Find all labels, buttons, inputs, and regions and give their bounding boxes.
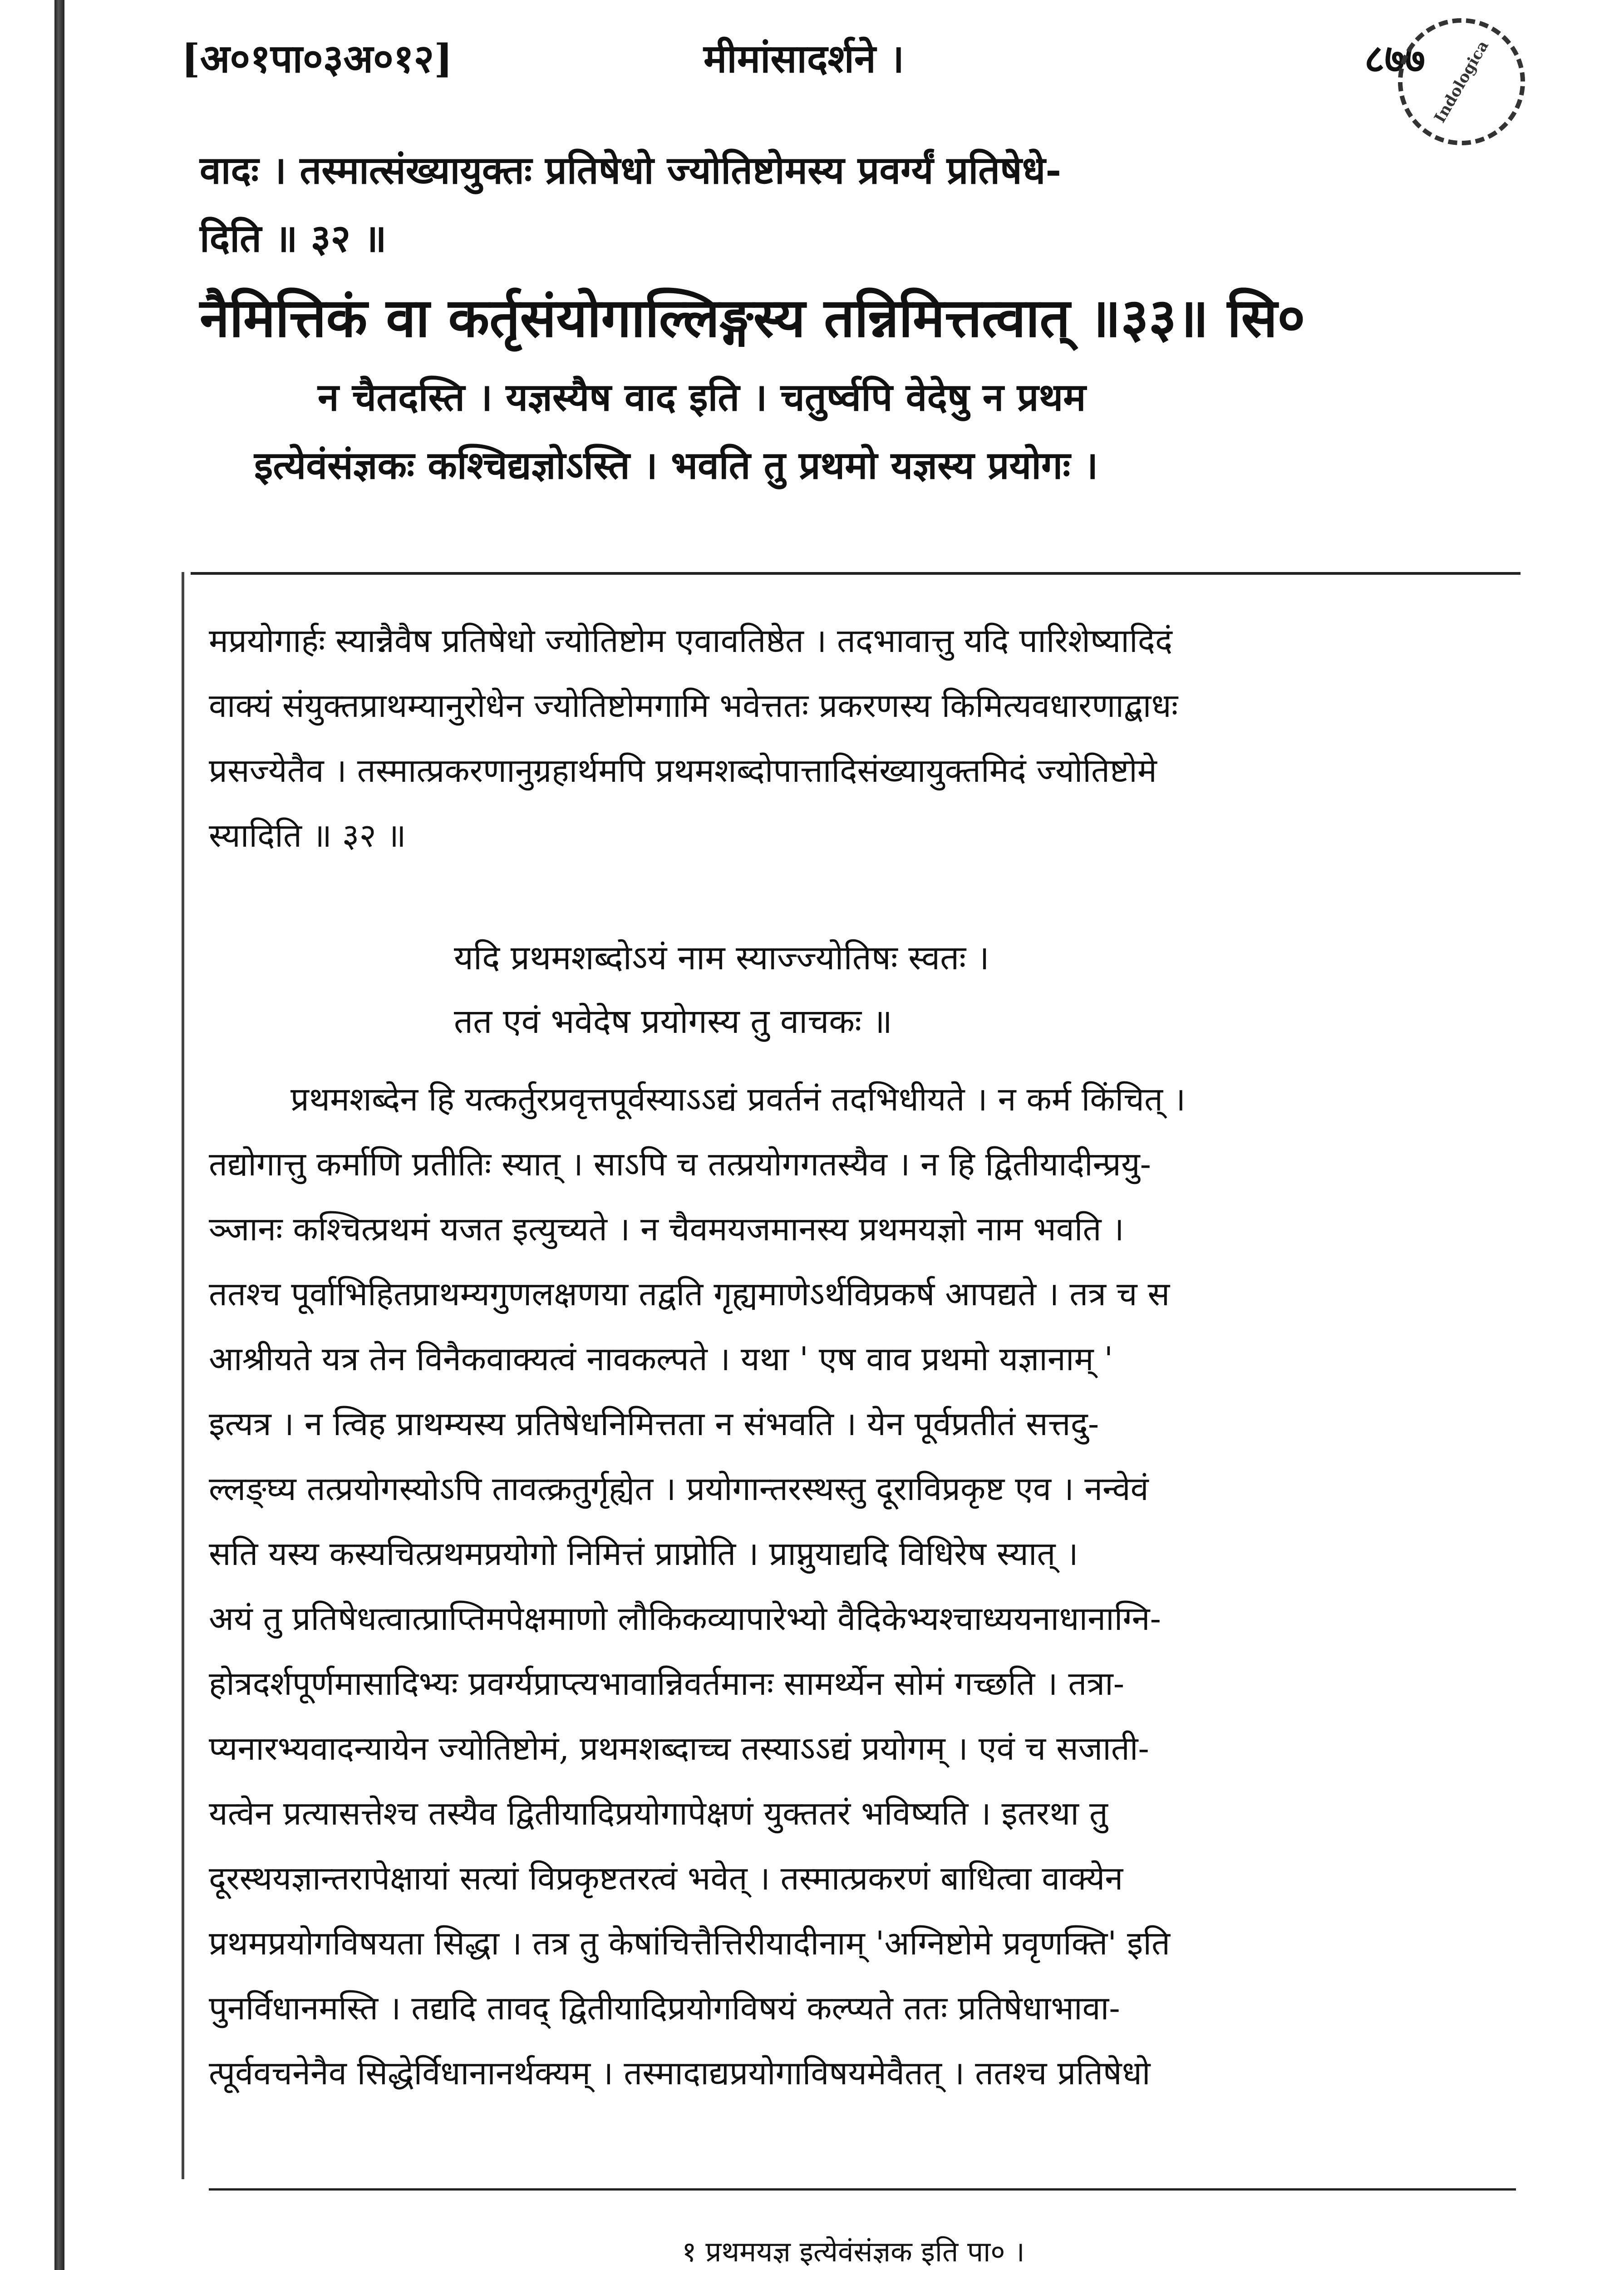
commentary-line: ततश्च पूर्वाभिहितप्राथम्यगुणलक्षणया तद्वति गृह्यमाणेऽर्थविप्रकर्ष आपद्यते । तत्र च स: [209, 1275, 1170, 1313]
commentary-line: होत्रदर्शपूर्णमासादिभ्यः प्रवर्ग्यप्राप्त्यभावान्निवर्तमानः सामर्थ्येन सोमं गच्छति । तत्रा-: [209, 1664, 1125, 1702]
verse-line: यदि प्रथमशब्दोऽयं नाम स्याज्ज्योतिषः स्वतः ।: [454, 938, 989, 977]
book-spine-shadow: [54, 0, 64, 2270]
footnote-rule: [209, 2188, 1516, 2191]
page-number: ८७७: [1364, 36, 1425, 82]
sutra-line: इत्येवंसंज्ञकः कश्चिद्यज्ञोऽस्ति । भवति तु प्रथमो यज्ञस्य प्रयोगः ।: [254, 443, 1098, 488]
commentary-line: प्रथमप्रयोगविषयता सिद्धा । तत्र तु केषांचित्तैत्तिरीयादीनाम् 'अग्निष्टोमे प्रवृणक्ति' इति: [209, 1924, 1171, 1962]
margin-rule: [182, 572, 184, 2179]
commentary-line: अयं तु प्रतिषेधत्वात्प्राप्तिमपेक्षमाणो लौकिकव्यापारेभ्यो वैदिकेभ्यश्चाध्ययनाधानाग्नि-: [209, 1599, 1161, 1638]
commentary-line: पुनर्विधानमस्ति । तद्यदि तावद् द्वितीयादिप्रयोगविषयं कल्प्यते ततः प्रतिषेधाभावा-: [209, 1989, 1120, 2027]
section-divider: [191, 572, 1521, 575]
commentary-line: प्रथमशब्देन हि यत्कर्तुरप्रवृत्तपूर्वस्याऽऽद्यं प्रवर्तनं तदभिधीयते । न कर्म किंचित् ।: [290, 1080, 1186, 1118]
commentary-line: मप्रयोगार्हः स्यान्नैवैष प्रतिषेधो ज्योतिष्टोम एवावतिष्ठेत । तदभावात्तु यदि पारिशेष्यादिदं: [209, 622, 1173, 660]
commentary-line: ल्लङ्घ्य तत्प्रयोगस्योऽपि तावत्क्रतुर्गृह्येत । प्रयोगान्तरस्थस्तु दूराविप्रकृष्ट एव । नन्वेवं: [209, 1470, 1149, 1508]
commentary-line: प्यनारभ्यवादन्यायेन ज्योतिष्टोमं, प्रथमशब्दाच्च तस्याऽऽद्यं प्रयोगम् । एवं च सजाती-: [209, 1729, 1149, 1767]
footnote: १ प्रथमयज्ञ इत्येवंसंज्ञक इति पा० ।: [682, 2235, 1025, 2268]
commentary-line: आश्रीयते यत्र तेन विनैकवाक्यत्वं नावकल्पते । यथा ' एष वाव प्रथमो यज्ञानाम् ': [209, 1340, 1113, 1378]
sutra-block: [200, 136, 1507, 499]
commentary-line: स्यादिति ॥ ३२ ॥: [209, 816, 406, 854]
verse-block: [454, 926, 1316, 1053]
verse-line: तत एवं भवेदेष प्रयोगस्य तु वाचकः ॥: [454, 1002, 892, 1041]
commentary-line: वाक्यं संयुक्तप्राथम्यानुरोधेन ज्योतिष्टोमगामि भवेत्ततः प्रकरणस्य किमित्यवधारणाद्बाधः: [209, 686, 1178, 725]
commentary-line: यत्वेन प्रत्यासत्तेश्च तस्यैव द्वितीयादिप्रयोगापेक्षणं युक्ततरं भविष्यति । इतरथा तु: [209, 1794, 1108, 1832]
commentary-top: [209, 608, 1507, 868]
commentary-line: ञ्जानः कश्चित्प्रथमं यजत इत्युच्यते । न चैवमयजमानस्य प्रथमयज्ञो नाम भवति ।: [209, 1210, 1124, 1248]
sutra-heading: नैमित्तिकं वा कर्तृसंयोगाल्लिङ्गस्य तन्निमित्तत्वात् ॥३३॥ सि०: [200, 286, 1305, 349]
header-reference: [अ०१पा०३अ०१२]: [182, 36, 453, 82]
commentary-line: सति यस्य कस्यचित्प्रथमप्रयोगो निमित्तं प्राप्नोति । प्राप्नुयाद्यदि विधिरेष स्यात् ।: [209, 1535, 1078, 1573]
sutra-line: दिति ॥ ३२ ॥: [200, 216, 387, 261]
commentary-line: त्पूर्ववचनेनैव सिद्धेर्विधानानर्थक्यम् । तस्मादाद्यप्रयोगाविषयमेवैतत् । ततश्च प्रतिषेधो: [209, 2054, 1151, 2092]
header-title: मीमांसादर्शने ।: [704, 36, 905, 82]
commentary-line: प्रसज्येतैव । तस्मात्प्रकरणानुग्रहार्थमपि प्रथमशब्दोपात्तादिसंख्यायुक्तमिदं ज्योतिष्टोमे: [209, 751, 1157, 790]
sutra-line: वादः । तस्मात्संख्यायुक्तः प्रतिषेधो ज्योतिष्टोमस्य प्रवर्ग्यं प्रतिषेधे-: [200, 148, 1062, 192]
commentary-line: तद्योगात्तु कर्माणि प्रतीतिः स्यात् । साऽपि च तत्प्रयोगगतस्यैव । न हि द्वितीयादीन्प्रयु-: [209, 1145, 1151, 1183]
sutra-line: न चैतदस्ति । यज्ञस्यैष वाद इति । चतुर्ष्वपि वेदेषु न प्रथम: [318, 375, 1086, 419]
commentary-line: इत्यत्र । न त्विह प्राथम्यस्य प्रतिषेधनिमित्तता न संभवति । येन पूर्वप्रतीतं सत्तदु-: [209, 1405, 1099, 1443]
commentary-line: दूरस्थयज्ञान्तरापेक्षायां सत्यां विप्रकृष्टतरत्वं भवेत् । तस्मात्प्रकरणं बाधित्वा वाक्येन: [209, 1859, 1123, 1897]
scanned-page: [182, 14, 1525, 2270]
running-header: [182, 23, 1525, 126]
commentary-main: [209, 1067, 1507, 2106]
stamp-text: Indologica: [1431, 37, 1492, 126]
